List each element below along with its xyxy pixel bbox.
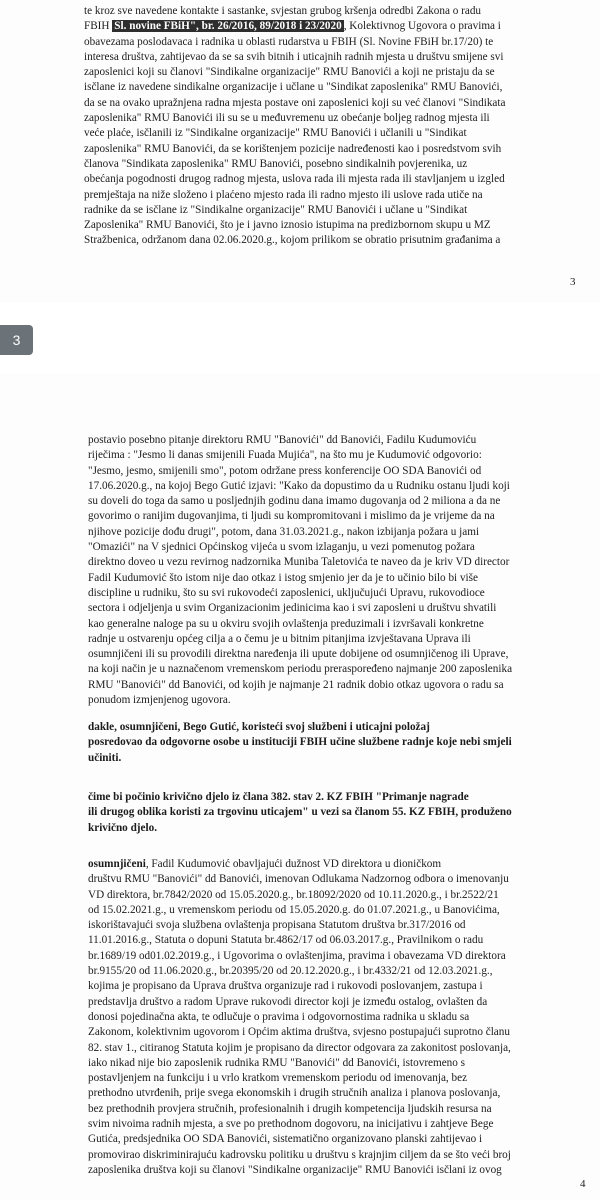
text-run: od 15.02.2021.g., u vremenskom periodu od 15.05.2020.g. do 01.07.2021.g., u Banovićima, <box>88 903 500 916</box>
text-line <box>88 751 580 766</box>
text-run: prethodno utvrđenih, prije svega ekonomskih i drugih stručnih analiza i planova poslovanja, <box>88 1087 501 1100</box>
text-line <box>88 433 580 448</box>
text-run: te kroz sve navedene kontakte i sastanke, svjestan grubog kršenja odredbi Zakona o radu <box>84 5 482 17</box>
text-run: riječima : "Jesmo li danas smijenili Fuada Mujića", na što mu je Kudumović odgovorio: <box>88 449 482 462</box>
text-run: zaposlenika društva koji su članovi "Sindikalne organizacije" RMU Banovići isčlani iz ovog <box>88 1163 502 1176</box>
highlighted-citation: Sl. novine FBiH", br. 26/2016, 89/2018 i 23/2020 <box>114 20 342 33</box>
text-run: ili drugog oblika koristi za trgovinu uticajem" u vezi sa članom 55. KZ FBIH, produženo <box>88 806 512 819</box>
text-line <box>88 1163 580 1178</box>
text-run: "Jesmo, jesmo, smijenili smo", potom održane press konferencije OO SDA Banovići od <box>88 464 482 477</box>
text-line <box>88 949 580 964</box>
text-line <box>84 4 574 19</box>
text-run: zaposlenika" RMU Banovići ili su se u međuvremenu uz obećanje boljeg radnog mjesta ili <box>84 112 490 125</box>
text-run: br.9155/20 od 11.06.2020.g., br.20395/20 od 20.12.2020.g., i br.4332/21 od 12.03.2021.g., <box>88 965 493 978</box>
paragraph-block <box>88 720 580 766</box>
text-line <box>88 821 580 836</box>
text-line <box>84 233 574 248</box>
text-run: discipline u rudniku, što su svi rukovodeći zaposlenici, uključujući Upravu, rukovodioce <box>88 586 485 599</box>
text-line <box>88 1010 580 1025</box>
text-run: dakle, osumnjičeni, Bego Gutić, koristeći svoj službeni i uticajni položaj <box>88 721 430 733</box>
page-gap <box>0 303 600 373</box>
text-run: br.1689/19 od01.02.2019.g., i Ugovorima o ovlaštenjima, pravima i obavezama VD direktora <box>88 949 506 962</box>
page3-text-block <box>84 4 574 249</box>
text-run: RMU "Banovići" dd Banovići, od kojih je najmanje 21 radnik dobio otkaz ugovora o radu sa <box>88 678 504 691</box>
text-line <box>88 617 580 632</box>
text-run: učiniti. <box>88 751 122 764</box>
text-run: Zaposlenika" RMU Banovići, što je i javno iznosio istupima na predizbornom skupu u MZ <box>84 219 491 232</box>
text-line <box>88 479 580 494</box>
text-line <box>84 203 574 218</box>
text-run: društvu RMU "Banovići" dd Banovići, imenovan Odlukama Nadzornog odbora o imenovanju <box>88 873 509 886</box>
text-run: članova "Sindikata zaposlenika" RMU Banovići, posebno sindikalnih povjerenika, uz <box>84 157 468 170</box>
text-run: 17.06.2020.g., na kojoj Bego Gutić izjavi: "Kako da dopustimo da u Rudniku ostanu ljudi koji <box>88 479 510 492</box>
text-run: FBIH <box>84 20 113 33</box>
text-line <box>84 172 574 187</box>
text-run: bez prethodnih provjera stručnih, profesionalnih i drugih kompetencija ljudskih resursa na <box>88 1102 492 1115</box>
text-run: isčlane iz navedene sindikalne organizacije i učlane u "Sindikat zaposlenika" RMU Banovići, <box>84 81 503 94</box>
bold-term: osumnjičeni <box>88 858 146 870</box>
text-line <box>88 872 580 887</box>
paragraph-block <box>88 857 580 1178</box>
text-line <box>84 126 574 141</box>
paragraph-block <box>88 433 580 708</box>
text-line <box>88 586 580 601</box>
text-run: su doveli do toga da samo u posljednjih godinu dana imamo dugovanja od 2 miliona a da ne <box>88 495 501 508</box>
text-line <box>88 632 580 647</box>
text-run: Gutića, predsjednika OO SDA Banovići, sistematično organizovano planski zahtijevao i <box>88 1133 483 1146</box>
text-run: promovirao diskriminirajuću kadrovsku politiku u društvu s krajnjim ciljem da se što veći broj <box>88 1148 511 1161</box>
text-run: iako nikad nije bio zaposlenik rudnika RMU "Banovići" dd Banovići, istovremeno s <box>88 1056 466 1069</box>
text-run: predstavlja društvo a radom Uprave rukovodi director koji je između ostalog, ovlašten da <box>88 995 488 1008</box>
text-line <box>88 1132 580 1147</box>
document-page-4 <box>0 373 600 1200</box>
text-run: osumnjičeni ili su provodili direktna naređenja ili upute dobijene od osumnjičenog ili Uprave, <box>88 648 509 661</box>
text-run: veće plaće, isčlanili iz "Sindikalne organizacije" RMU Banovići i učlanili u "Sindikat <box>84 127 467 140</box>
text-run: čime bi počinio krivično djelo iz člana 382. stav 2. KZ FBIH "Primanje nagrade <box>88 791 469 803</box>
text-run: obećanja pogodnosti drugog radnog mjesta, uslova rada ili mjesta rada ili stavljanjem u izgled <box>84 173 505 186</box>
text-line <box>88 1117 580 1132</box>
text-line <box>84 142 574 157</box>
text-run: premještaja na niže složeno i plaćeno mjesto rada ili radno mjesto ili uslove rada utiče na <box>84 188 483 201</box>
text-line <box>88 509 580 524</box>
text-line <box>88 790 580 805</box>
text-line <box>88 525 580 540</box>
text-line <box>88 1148 580 1163</box>
text-line <box>88 1102 580 1117</box>
text-line <box>88 1071 580 1086</box>
text-line <box>84 157 574 172</box>
text-line <box>88 1086 580 1101</box>
text-line <box>84 35 574 50</box>
text-line <box>88 903 580 918</box>
text-line <box>88 540 580 555</box>
text-line <box>88 662 580 677</box>
text-run: postavio posebno pitanje direktoru RMU "Banovići" dd Banovići, Fadilu Kudumoviću <box>88 434 477 446</box>
text-line <box>88 1056 580 1071</box>
text-line <box>84 218 574 233</box>
text-line <box>84 111 574 126</box>
text-line <box>88 693 580 708</box>
text-line <box>88 918 580 933</box>
text-line <box>88 464 580 479</box>
text-run: VD direktora, br.7842/2020 od 15.05.2020.g., br.18092/2020 od 10.11.2020.g., i br.2522/21 <box>88 888 499 901</box>
text-line <box>88 1041 580 1056</box>
document-page-3 <box>0 0 600 303</box>
text-run: , Kolektivnog Ugovora o pravima i <box>343 20 501 33</box>
text-run: radnike da se isčlane iz "Sindikalne organizacije" RMU Banovići i učlane u "Sindikat <box>84 203 468 216</box>
text-line <box>88 805 580 820</box>
text-run: iskorištavajući svoja službena ovlaštenja propisana Statutom društva br.317/2016 od <box>88 919 466 932</box>
text-run: ponudom izmjenjenog ugovora. <box>88 694 231 707</box>
text-run: kojima je propisano da Uprava društva organizuje rad i rukovodi poslovanjem, zastupa i <box>88 980 483 993</box>
text-line <box>88 720 580 735</box>
text-run: obavezama poslodavaca i radnika u oblasti rudarstva u FBIH (Sl. Novine FBiH br.17/20) te <box>84 35 494 48</box>
text-run: Fadil Kudumović što istom nije dao otkaz i istog smjenio jer da je to učinio bilo bi više <box>88 571 478 584</box>
text-line <box>88 555 580 570</box>
text-run: njihove pozicije dođu drugi", potom, dana 31.03.2021.g., nakon izbijanja požara u jami <box>88 525 480 538</box>
text-line <box>88 995 580 1010</box>
text-run: svim nivoima radnih mjesta, a sve po prethodnom dogovoru, na inicijativu i zahtjeve Bege <box>88 1118 494 1131</box>
text-line <box>88 735 580 750</box>
text-line <box>88 601 580 616</box>
text-line <box>88 678 580 693</box>
text-run: "Omazići" na V sjednici Općinskog vijeća u svom izlaganju, u vezi pomenutog požara <box>88 541 475 554</box>
text-line <box>88 647 580 662</box>
text-line <box>84 80 574 95</box>
text-run: Stražbenica, održanom dana 02.06.2020.g., kojom prilikom se obratio prisutnim građanima a <box>84 234 501 247</box>
text-run: posredovao da odgovorne osobe u instituciji FBIH učine službene radnje koje nebi smjeli <box>88 736 512 749</box>
text-line <box>88 494 580 509</box>
text-run: postavljenjem na funkciju i u vrlo kratkom vremenskom periodu od imenovanja, bez <box>88 1072 468 1085</box>
page-number: 3 <box>570 276 576 288</box>
paragraph-block <box>88 790 580 836</box>
text-line <box>84 50 574 65</box>
page-number: 4 <box>580 1178 586 1190</box>
text-line <box>84 65 574 80</box>
text-run: donosi pojedinačna akta, te odlučuje o pravima i odgovornostima radnika u skladu sa <box>88 1010 470 1023</box>
text-run: radnje u ostvarenju općeg cilja a o čemu je u bitnim pitanjima izvještavana Uprava ili <box>88 632 471 645</box>
text-line <box>88 857 580 872</box>
text-line <box>88 964 580 979</box>
text-line <box>88 933 580 948</box>
text-run: zaposlenici koji su članovi "Sindikalne organizacije" RMU Banovići a koji ne pristaju da se <box>84 66 495 79</box>
text-line <box>88 1025 580 1040</box>
text-line <box>88 448 580 463</box>
text-run: 11.01.2016.g., Statuta o dopuni Statuta br.4862/17 od 06.03.2017.g., Pravilnikom o radu <box>88 934 484 947</box>
text-line <box>84 19 574 34</box>
text-run: interesa društva, zahtijevao da se sa svih bitnih i uticajnih radnih mjesta u društvu smijene svi <box>84 50 504 63</box>
page-indicator-tab[interactable]: 3 <box>0 325 33 355</box>
text-run: Zakonom, kolektivnim ugovorom i Općim aktima društva, svjesno postupajući suprotno članu <box>88 1026 510 1039</box>
text-run: govorimo o ranijim dugovanjima, ti ljudi su kompromitovani i mislimo da je vrijeme da na <box>88 510 495 523</box>
text-run: , Fadil Kudumović obavljajući dužnost VD direktora u dioničkom <box>145 858 442 870</box>
text-run: 82. stav 1., citiranog Statuta kojim je propisano da director odgovara za zakonitost poslovanja, <box>88 1041 511 1054</box>
text-run: kao generalne naloge pa su u okviru svojih ovlaštenja preduzimali i izvršavali konkretne <box>88 617 484 630</box>
text-line <box>88 571 580 586</box>
text-run: sectora i odjeljenja u svim Organizacionim jedinicima kao i svi zaposleni u društvu shvatili <box>88 602 497 615</box>
text-run: zaposlenika" RMU Banovići, da se korištenjem pozicije nadređenosti kao i posredstvom svih <box>84 142 502 155</box>
text-line <box>88 979 580 994</box>
text-run: na koji način je u naznačenom vremenskom periodu preraspoređeno najmanje 200 zaposlenika <box>88 663 513 676</box>
text-run: da se na ovako upražnjena radna mjesta postave oni zaposlenici koji su već članovi "Sindikata <box>84 96 506 109</box>
text-line <box>84 188 574 203</box>
text-run: direktno doveo u vezu revirnog nadzornika Muniba Taletovića te naveo da je kriv VD director <box>88 556 510 569</box>
text-run: krivično djelo. <box>88 821 157 834</box>
text-line <box>88 888 580 903</box>
text-line <box>84 96 574 111</box>
